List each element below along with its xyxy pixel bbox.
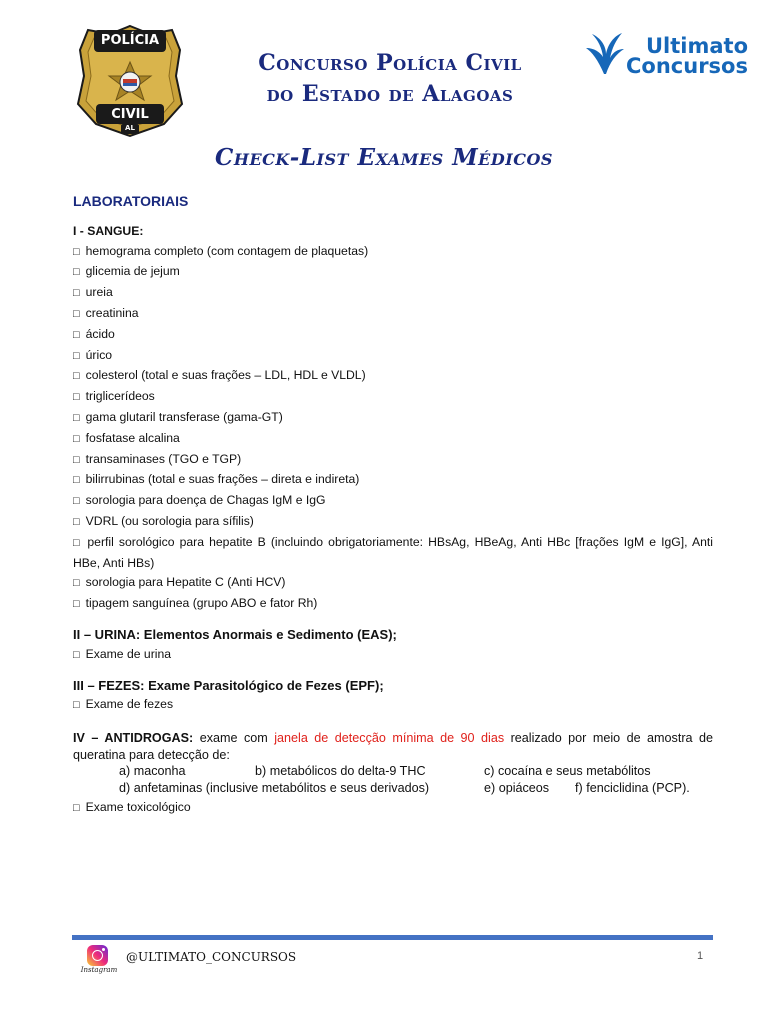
checkbox-icon[interactable]: □ xyxy=(73,307,80,320)
page-number: 1 xyxy=(697,950,704,962)
drug-option: f) fenciclidina (PCP). xyxy=(575,780,690,795)
checklist-item-label: fosfatase alcalina xyxy=(85,430,180,445)
checklist-item[interactable] xyxy=(73,645,713,666)
checklist-item[interactable] xyxy=(73,450,713,471)
document-body xyxy=(73,192,713,819)
checkbox-icon[interactable]: □ xyxy=(73,328,80,341)
instagram-handle[interactable]: @ULTIMATO_CONCURSOS xyxy=(126,950,297,964)
checklist-item[interactable] xyxy=(73,242,713,263)
checkbox-icon[interactable]: □ xyxy=(73,648,80,661)
checklist-item[interactable] xyxy=(73,594,713,615)
checklist-item[interactable] xyxy=(73,512,713,533)
checkbox-icon[interactable]: □ xyxy=(73,411,80,424)
drug-option: c) cocaína e seus metabólitos xyxy=(484,764,651,779)
checklist-item-label: sorologia para doença de Chagas IgM e IgG xyxy=(85,493,326,508)
instagram-icon[interactable] xyxy=(87,945,108,966)
checklist-item-label: creatinina xyxy=(85,305,139,320)
badge-bottom-text: CIVIL xyxy=(111,107,149,122)
antidrogas-text-after: realizado por meio de amostra de queratina para detecção de: xyxy=(73,731,714,762)
checklist-item-label: úrico xyxy=(85,347,113,362)
checklist-item[interactable] xyxy=(73,283,713,304)
checkbox-icon[interactable]: □ xyxy=(73,432,80,445)
group-title-urina: II – URINA: Elementos Anormais e Sedimento (EAS); xyxy=(73,626,397,642)
checkbox-icon[interactable]: □ xyxy=(73,391,80,404)
police-badge-logo xyxy=(76,24,184,138)
checkbox-icon[interactable]: □ xyxy=(73,515,80,528)
checklist-item[interactable] xyxy=(73,798,713,819)
checklist-item-label: ureia xyxy=(85,285,113,300)
document-title: Check-List Exames Médicos xyxy=(215,144,553,171)
checkbox-icon[interactable]: □ xyxy=(73,474,80,487)
checkbox-icon[interactable]: □ xyxy=(73,349,80,362)
checkbox-icon[interactable]: □ xyxy=(73,453,80,466)
checkbox-icon[interactable]: □ xyxy=(73,802,80,815)
drug-option: d) anfetaminas (inclusive metabólitos e seus derivados) xyxy=(119,780,430,795)
checklist-item-label: bilirrubinas (total e suas frações – direta e indireta) xyxy=(85,472,360,487)
badge-top-text: POLÍCIA xyxy=(100,33,160,48)
checklist-item-label: transaminases (TGO e TGP) xyxy=(85,451,242,466)
header-title xyxy=(190,48,590,110)
checklist-item-label: VDRL (ou sorologia para sífilis) xyxy=(85,513,254,528)
checklist-item[interactable] xyxy=(73,695,713,716)
logo-text xyxy=(596,36,748,76)
checklist-item[interactable] xyxy=(73,304,713,325)
checklist-item[interactable] xyxy=(73,346,713,367)
checklist-item[interactable] xyxy=(73,470,713,491)
checkbox-icon[interactable]: □ xyxy=(73,699,80,712)
checklist-item[interactable] xyxy=(73,533,713,574)
footer-divider xyxy=(72,935,713,940)
logo-line-2: Concursos xyxy=(626,54,748,78)
section-heading-laboratoriais: LABORATORIAIS xyxy=(73,193,189,209)
checklist-item-label: glicemia de jejum xyxy=(85,264,180,279)
checklist-item-label: triglicerídeos xyxy=(85,389,155,404)
checklist-item[interactable] xyxy=(73,408,713,429)
checklist-item-label: Exame de urina xyxy=(85,646,172,661)
checklist-item-label: hemograma completo (com contagem de plaquetas) xyxy=(85,243,369,258)
drug-option: a) maconha xyxy=(119,764,186,779)
checklist-item[interactable] xyxy=(73,262,713,283)
checklist-item[interactable] xyxy=(73,491,713,512)
instagram-label: Instagram xyxy=(80,966,118,974)
checkbox-icon[interactable]: □ xyxy=(73,370,80,383)
logo-line-1: Ultimato xyxy=(645,34,748,58)
checklist-item[interactable] xyxy=(73,366,713,387)
checklist-item-label: perfil sorológico para hepatite B (incluindo obrigatoriamente: HBsAg, HBeAg, Anti HBc [frações IgM e IgG], Anti HBe, Anti HBs) xyxy=(73,534,713,570)
checklist-item[interactable] xyxy=(73,429,713,450)
drug-option: e) opiáceos xyxy=(484,780,550,795)
checklist-item[interactable] xyxy=(73,325,713,346)
checklist-item[interactable] xyxy=(73,387,713,408)
header-title-line-2: do Estado de Alagoas xyxy=(266,81,514,107)
antidrogas-highlight: janela de detecção mínima de 90 dias xyxy=(274,731,505,746)
ultimato-concursos-logo xyxy=(584,30,746,86)
checklist-item-label: sorologia para Hepatite C (Anti HCV) xyxy=(85,575,286,590)
checklist-item-label: gama glutaril transferase (gama-GT) xyxy=(85,409,283,424)
checklist-item-label: tipagem sanguínea (grupo ABO e fator Rh) xyxy=(85,596,318,611)
checklist-item-label: Exame toxicológico xyxy=(85,800,191,815)
drug-row-2 xyxy=(73,780,713,797)
checkbox-icon[interactable]: □ xyxy=(73,287,80,300)
checklist-item-label: ácido xyxy=(85,326,115,341)
header-title-line-1: Concurso Polícia Civil xyxy=(258,50,522,76)
checklist-item-label: Exame de fezes xyxy=(85,697,174,712)
checkbox-icon[interactable]: □ xyxy=(73,598,80,611)
checkbox-icon[interactable]: □ xyxy=(73,245,80,258)
checklist-item-label: colesterol (total e suas frações – LDL, HDL e VLDL) xyxy=(85,368,366,383)
checkbox-icon[interactable]: □ xyxy=(73,536,82,549)
antidrogas-paragraph xyxy=(73,730,713,763)
group-title-fezes: III – FEZES: Exame Parasitológico de Fezes (EPF); xyxy=(73,677,384,693)
group-title-antidrogas: IV – ANTIDROGAS: xyxy=(73,731,194,746)
checkbox-icon[interactable]: □ xyxy=(73,577,80,590)
drug-row-1 xyxy=(73,763,713,780)
badge-tab-text: AL xyxy=(125,124,135,132)
drug-option: b) metabólicos do delta-9 THC xyxy=(255,764,426,779)
antidrogas-text-before: exame com xyxy=(199,731,268,746)
checkbox-icon[interactable]: □ xyxy=(73,495,80,508)
checkbox-icon[interactable]: □ xyxy=(73,266,80,279)
checklist-item[interactable] xyxy=(73,573,713,594)
group-title-sangue: I - SANGUE: xyxy=(73,223,144,238)
